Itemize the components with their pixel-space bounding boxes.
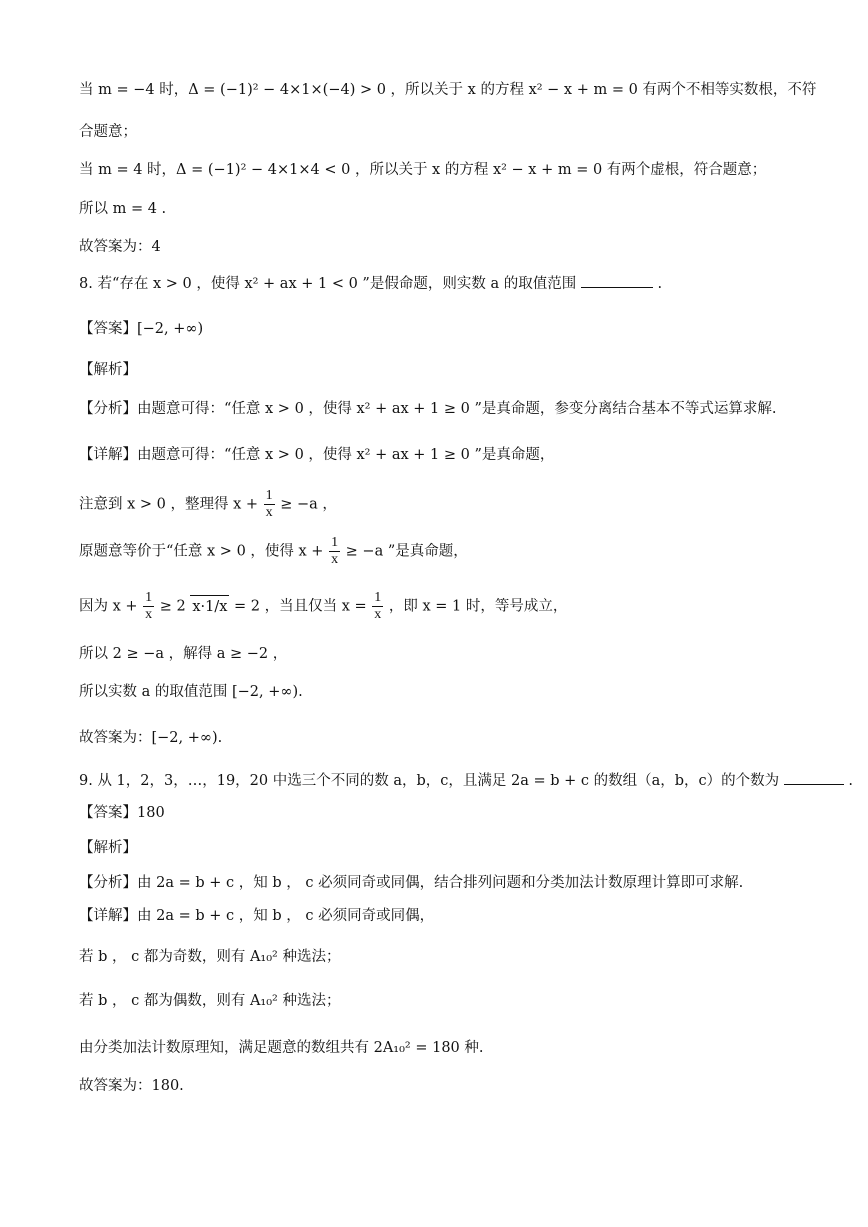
text-line: 故答案为：[−2, +∞). [79, 730, 223, 746]
question-8 [79, 273, 662, 295]
text-line: 若 b ， c 都为偶数，则有 A₁₀² 种选法； [79, 993, 341, 1009]
fraction-denominator: x [265, 505, 273, 520]
text-segment: ，即 x = 1 时，等号成立， [388, 598, 568, 615]
text-segment: ≥ −a ， [280, 496, 337, 513]
answer-blank [581, 273, 653, 288]
text-segment: = 2 ，当且仅当 x = [234, 598, 367, 615]
analysis-line: 【分析】由题意可得：“任意 x > 0 ，使得 x² + ax + 1 ≥ 0 ”是真命题，参变分离结合基本不等式运算求解. [79, 401, 777, 417]
fraction-numerator: 1 [265, 488, 273, 503]
question-text-end: . [657, 276, 663, 292]
text-line: 所以 2 ≥ −a ，解得 a ≥ −2 ， [79, 646, 288, 662]
fraction-numerator: 1 [145, 590, 153, 605]
analysis-line: 【分析】由 2a = b + c ，知 b ， c 必须同奇或同偶，结合排列问题和分类加法计数原理计算即可求解. [79, 875, 744, 891]
question-text: 9. 从 1，2，3，…，19，20 中选三个不同的数 a，b，c，且满足 2a = b + c 的数组（a，b，c）的个数为 [79, 773, 780, 789]
text-line: 所以实数 a 的取值范围 [−2, +∞). [79, 684, 303, 700]
fraction-numerator: 1 [374, 590, 382, 605]
fraction [372, 590, 383, 623]
text-line: 由分类加法计数原理知，满足题意的数组共有 2A₁₀² = 180 种. [79, 1040, 484, 1056]
fraction [264, 488, 275, 521]
question-9 [79, 770, 853, 792]
section-heading: 【解析】 [79, 840, 137, 856]
text-line-with-fraction [79, 488, 337, 521]
text-line: 故答案为：180. [79, 1078, 184, 1094]
question-text: 8. 若“存在 x > 0 ，使得 x² + ax + 1 < 0 ”是假命题，则实数 a 的取值范围 [79, 276, 577, 292]
detail-line: 【详解】由题意可得：“任意 x > 0 ，使得 x² + ax + 1 ≥ 0 ”是真命题， [79, 447, 555, 463]
text-line: 合题意； [79, 124, 137, 140]
text-line-with-fraction [79, 590, 567, 623]
text-segment: ≥ −a ”是真命题， [345, 543, 468, 560]
text-line: 当 m = −4 时，Δ = (−1)² − 4×1×(−4) > 0 ，所以关于 x 的方程 x² − x + m = 0 有两个不相等实数根，不符 [79, 82, 817, 98]
text-segment: 注意到 x > 0 ，整理得 x + [79, 496, 259, 513]
fraction [329, 535, 340, 568]
text-line: 所以 m = 4 . [79, 201, 167, 217]
square-root: x·1/x [190, 595, 229, 618]
fraction-denominator: x [331, 552, 339, 567]
section-heading: 【解析】 [79, 362, 137, 378]
answer-line: 【答案】[−2, +∞) [79, 321, 204, 337]
text-segment: 因为 x + [79, 598, 138, 615]
answer-line: 【答案】180 [79, 805, 165, 821]
text-line: 当 m = 4 时，Δ = (−1)² − 4×1×4 < 0 ，所以关于 x 的方程 x² − x + m = 0 有两个虚根，符合题意； [79, 162, 767, 178]
fraction-denominator: x [145, 607, 153, 622]
answer-blank [784, 770, 844, 785]
detail-line: 【详解】由 2a = b + c ，知 b ， c 必须同奇或同偶， [79, 908, 435, 924]
text-segment: 原题意等价于“任意 x > 0 ，使得 x + [79, 543, 324, 560]
fraction-denominator: x [374, 607, 382, 622]
text-line: 故答案为：4 [79, 239, 161, 255]
text-segment: ≥ 2 [159, 598, 186, 615]
question-text-end: . [848, 773, 853, 789]
text-line-with-fraction [79, 535, 468, 568]
fraction-numerator: 1 [331, 535, 339, 550]
text-line: 若 b ， c 都为奇数，则有 A₁₀² 种选法； [79, 949, 341, 965]
fraction [143, 590, 154, 623]
